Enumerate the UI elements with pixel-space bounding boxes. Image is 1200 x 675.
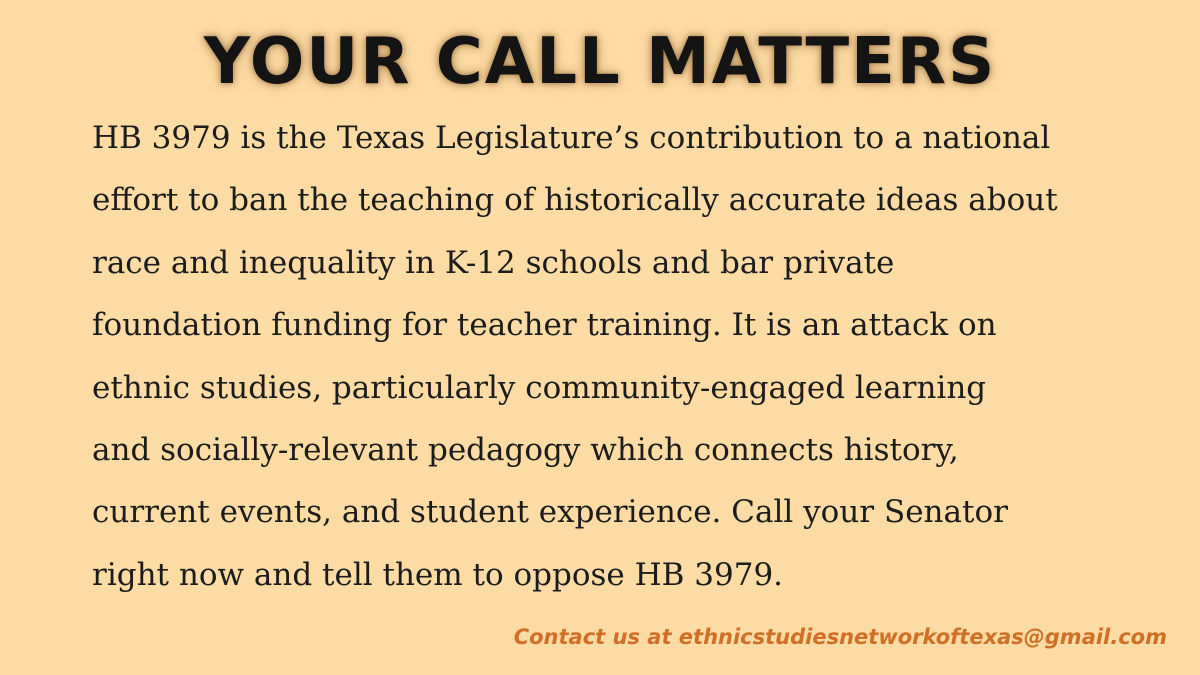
body-line: ethnic studies, particularly community-engaged learning	[92, 369, 987, 406]
body-line: right now and tell them to oppose HB 3979.	[92, 556, 784, 593]
body-paragraph	[92, 107, 1182, 606]
body-line: foundation funding for teacher training. It is an attack on	[92, 307, 997, 344]
contact-line: Contact us at ethnicstudiesnetworkoftexas@gmail.com	[513, 625, 1167, 649]
headline: YOUR CALL MATTERS	[203, 25, 997, 99]
body-line: and socially-relevant pedagogy which connects history,	[92, 432, 959, 469]
body-line: race and inequality in K-12 schools and bar private	[92, 244, 895, 281]
body-line: effort to ban the teaching of historically accurate ideas about	[92, 182, 1058, 219]
body-line: current events, and student experience. Call your Senator	[92, 494, 1008, 531]
body-line: HB 3979 is the Texas Legislature’s contribution to a national	[92, 120, 1051, 156]
